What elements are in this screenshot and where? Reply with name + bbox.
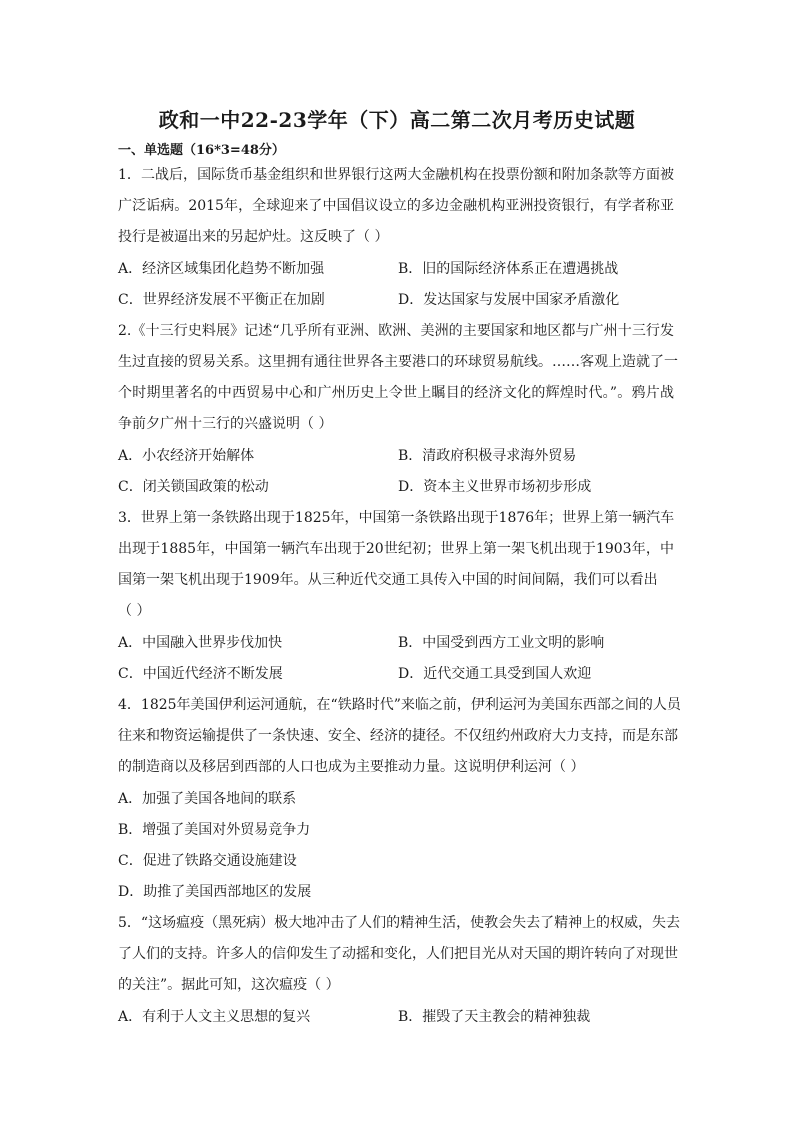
question-3-line-4: （ ） [118,603,151,619]
question-1-line-2: 广泛诟病。2015年，全球迎来了中国倡议设立的多边金融机构亚洲投资银行，有学者称亚 [118,198,674,214]
question-2-option-c: C．闭关锁国政策的松动 [118,479,269,495]
question-4-line-1: 4．1825年美国伊利运河通航，在“铁路时代”来临之前，伊利运河为美国东西部之间的人员 [118,697,681,713]
question-1-option-b: B．旧的国际经济体系正在遭遇挑战 [398,261,619,277]
question-2-line-1: 2.《十三行史料展》记述“几乎所有亚洲、欧洲、美洲的主要国家和地区都与广州十三行发 [118,323,674,339]
question-1-option-a: A．经济区域集团化趋势不断加强 [118,261,325,277]
question-4-option-b: B．增强了美国对外贸易竞争力 [118,822,311,838]
question-2-line-4: 争前夕广州十三行的兴盛说明（ ） [118,416,333,432]
question-5-option-a: A．有利于人文主义思想的复兴 [118,1009,311,1025]
question-3-option-c: C．中国近代经济不断发展 [118,666,283,682]
question-5-line-1: 5．“这场瘟疫（黑死病）极大地冲击了人们的精神生活，使教会失去了精神上的权威，失去 [118,915,681,931]
question-4-option-d: D．助推了美国西部地区的发展 [118,884,312,900]
question-2-option-d: D．资本主义世界市场初步形成 [398,479,592,495]
question-3-line-1: 3．世界上第一条铁路出现于1825年，中国第一条铁路出现于1876年；世界上第一辆汽车 [118,510,675,526]
question-3-option-a: A．中国融入世界步伐加快 [118,635,283,651]
question-3-line-2: 出现于1885年，中国第一辆汽车出现于20世纪初；世界上第一架飞机出现于1903年，中 [118,541,674,557]
question-2-option-b: B．清政府积极寻求海外贸易 [398,448,577,464]
question-4-line-2: 往来和物资运输提供了一条快速、安全、经济的捷径。不仅纽约州政府大力支持，而是东部 [118,728,678,744]
question-3-option-d: D．近代交通工具受到国人欢迎 [398,666,592,682]
question-4-option-a: A．加强了美国各地间的联系 [118,791,297,807]
question-4-line-3: 的制造商以及移居到西部的人口也成为主要推动力量。这说明伊利运河（ ） [118,759,585,775]
section-heading: 一、单选题（16*3=48分） [118,143,285,158]
question-4-option-c: C．促进了铁路交通设施建设 [118,853,297,869]
question-3-line-3: 国第一架飞机出现于1909年。从三种近代交通工具传入中国的时间间隔，我们可以看出 [118,572,658,588]
question-3-option-b: B．中国受到西方工业文明的影响 [398,635,605,651]
question-2-line-2: 生过直接的贸易关系。这里拥有通往世界各主要港口的环球贸易航线。……客观上造就了一 [118,354,678,370]
question-1-line-3: 投行是被逼出来的另起炉灶。这反映了（ ） [118,229,389,245]
question-2-option-a: A．小农经济开始解体 [118,448,255,464]
question-2-line-3: 个时期里著名的中西贸易中心和广州历史上令世上瞩目的经济文化的辉煌时代。”。鸦片战 [118,385,674,401]
question-1-option-d: D．发达国家与发展中国家矛盾激化 [398,292,620,308]
question-5-option-b: B．摧毁了天主教会的精神独裁 [398,1009,591,1025]
question-1-line-1: 1．二战后，国际货币基金组织和世界银行这两大金融机构在投票份额和附加条款等方面被 [118,167,674,183]
question-1-option-c: C．世界经济发展不平衡正在加剧 [118,292,325,308]
page-title: 政和一中22-23学年（下）高二第二次月考历史试题 [158,108,636,132]
question-5-line-2: 了人们的支持。许多人的信仰发生了动摇和变化，人们把目光从对天国的期许转向了对现世 [118,946,678,962]
question-5-line-3: 的关注”。据此可知，这次瘟疫（ ） [118,977,340,993]
